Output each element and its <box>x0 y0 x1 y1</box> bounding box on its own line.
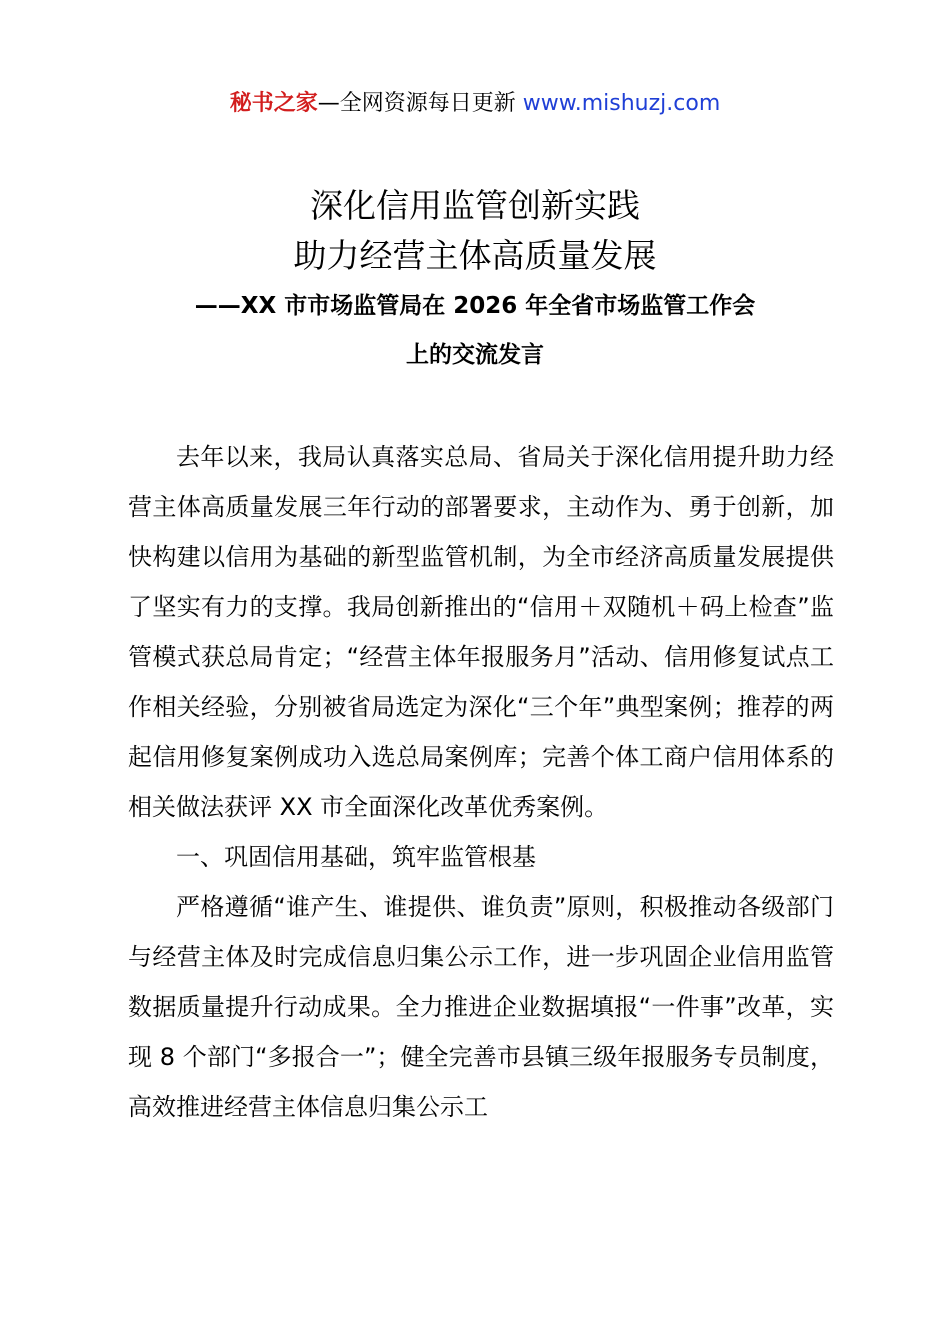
body-paragraph-1: 去年以来，我局认真落实总局、省局关于深化信用提升助力经营主体高质量发展三年行动的部署要求，主动作为、勇于创新，加快构建以信用为基础的新型监管机制，为全市经济高质量发展提供了坚实有力的支撑。我局创新推出的“信用＋双随机＋码上检查”监管模式获总局肯定；“经营主体年报服务月”活动、信用修复试点工作相关经验，分别被省局选定为深化“三个年”典型案例；推荐的两起信用修复案例成功入选总局案例库；完善个体工商户信用体系的相关做法获评 XX 市全面深化改革优秀案例。 <box>128 443 834 821</box>
body-paragraph-2: 严格遵循“谁产生、谁提供、谁负责”原则，积极推动各级部门与经营主体及时完成信息归集公示工作，进一步巩固企业信用监管数据质量提升行动成果。全力推进企业数据填报“一件事”改革，实现 8 个部门“多报合一”；健全完善市县镇三级年报服务专员制度，高效推进经营主体信息归集公示工 <box>128 893 834 1121</box>
document-body <box>128 432 834 1132</box>
site-url-link[interactable]: www.mishuzj.com <box>522 91 721 116</box>
document-title-line-2: 助力经营主体高质量发展 <box>293 236 657 275</box>
section-heading-1: 一、巩固信用基础，筑牢监管根基 <box>176 843 536 871</box>
document-subtitle-line-1: ——XX 市市场监管局在 2026 年全省市场监管工作会 <box>194 293 756 319</box>
site-tagline: —全网资源每日更新 <box>317 91 516 116</box>
site-header <box>0 86 950 122</box>
document-subtitle-line-2: 上的交流发言 <box>406 342 544 368</box>
document-title-line-1: 深化信用监管创新实践 <box>310 186 640 225</box>
site-brand: 秘书之家 <box>229 91 318 116</box>
